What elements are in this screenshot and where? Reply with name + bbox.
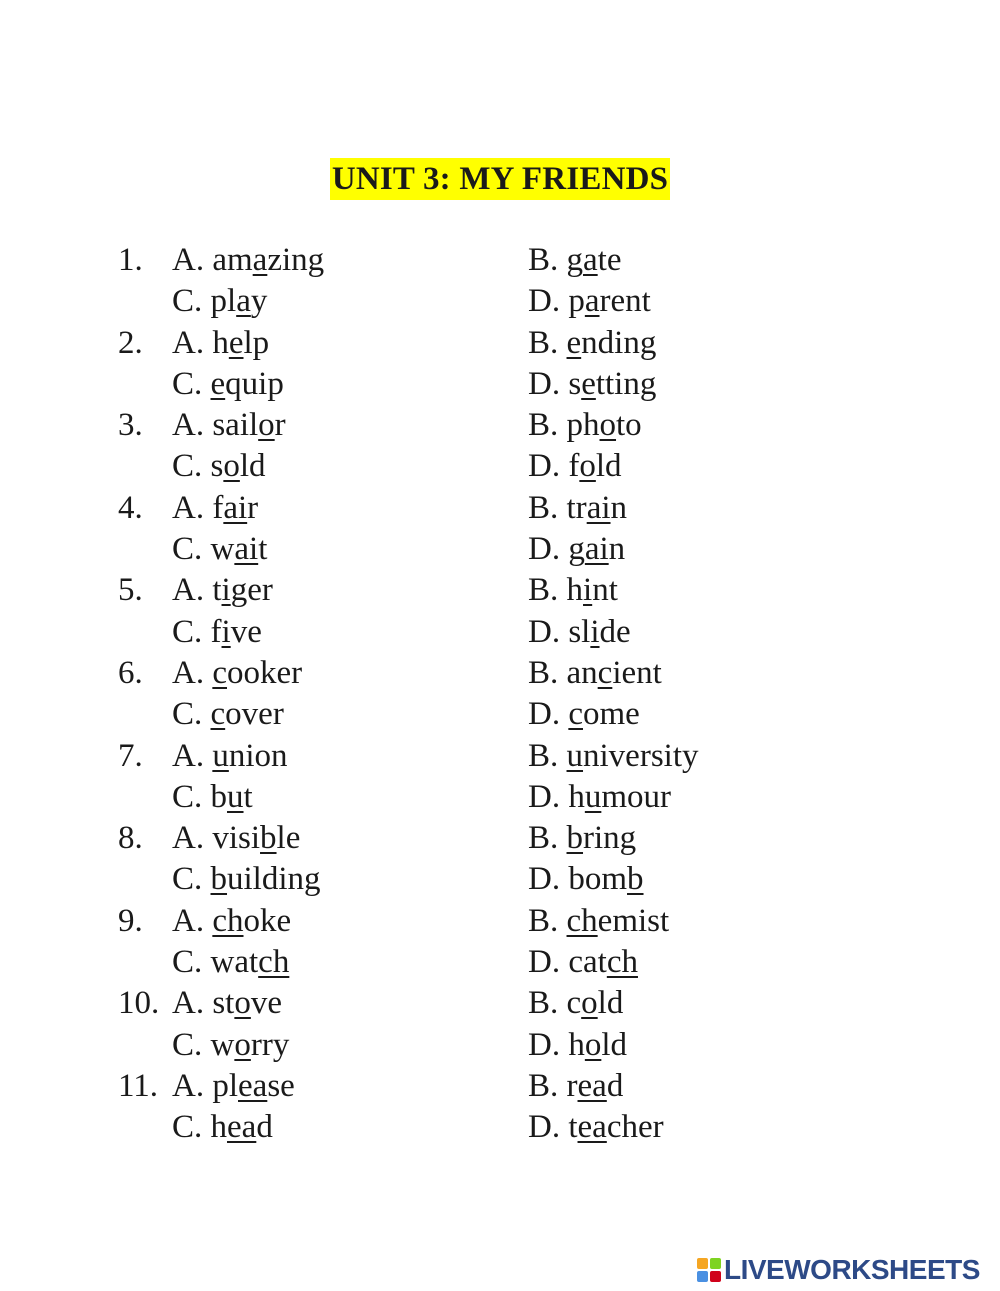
option-letter: C. [172, 448, 203, 485]
option-letter: D. [528, 613, 561, 650]
option-letter: A. [172, 820, 205, 857]
question-number: 4. [118, 489, 143, 526]
word-prefix: b [210, 778, 228, 815]
question-row [0, 1107, 1000, 1148]
option-letter: D. [528, 861, 561, 898]
word-suffix: mour [601, 778, 672, 815]
word-suffix: ld [595, 448, 622, 485]
answer-option [528, 859, 644, 900]
question-number: 6. [118, 654, 143, 691]
word-suffix: le [276, 820, 301, 857]
question-row [0, 529, 1000, 570]
underlined-letters: e [228, 324, 244, 361]
answer-option [528, 570, 618, 611]
answer-option [528, 653, 662, 694]
word-prefix: t [568, 1109, 578, 1146]
option-letter: C. [172, 283, 203, 320]
option-letter: A. [172, 572, 205, 609]
word-suffix: ld [239, 448, 266, 485]
logo-icon-tile [710, 1258, 721, 1269]
option-letter: B. [528, 654, 559, 691]
underlined-letters: b [627, 861, 644, 898]
liveworksheets-logo [697, 1253, 980, 1287]
word-prefix: ph [566, 407, 600, 444]
word-suffix: de [599, 613, 631, 650]
underlined-letters: i [583, 572, 593, 609]
word-suffix: emist [597, 902, 670, 939]
word-prefix: r [566, 1067, 578, 1104]
option-letter: D. [528, 696, 561, 733]
title-container [0, 158, 1000, 200]
underlined-letters: i [221, 572, 231, 609]
option-letter: B. [528, 407, 559, 444]
underlined-letters: i [590, 613, 600, 650]
answer-option [172, 281, 267, 322]
question-row [0, 777, 1000, 818]
option-letter: B. [528, 737, 559, 774]
answer-option [172, 901, 291, 942]
word-suffix: n [608, 531, 626, 568]
option-letter: D. [528, 283, 561, 320]
word-suffix: uilding [227, 861, 321, 898]
answer-option [528, 488, 627, 529]
answer-option [528, 612, 631, 653]
word-prefix: f [210, 613, 222, 650]
underlined-letters: c [568, 696, 583, 733]
answer-option [528, 1066, 623, 1107]
word-suffix: nion [228, 737, 288, 774]
question-row [0, 653, 1000, 694]
question-number: 8. [118, 820, 143, 857]
question-row [0, 323, 1000, 364]
word-suffix: niversity [583, 737, 699, 774]
word-suffix: r [247, 489, 259, 526]
underlined-letters: ai [586, 489, 611, 526]
answer-option [528, 818, 636, 859]
word-suffix: quip [225, 365, 284, 402]
option-letter: A. [172, 1067, 205, 1104]
option-letter: D. [528, 1109, 561, 1146]
option-letter: A. [172, 985, 205, 1022]
answer-option [528, 240, 622, 281]
option-letter: C. [172, 861, 203, 898]
word-prefix: p [568, 283, 585, 320]
word-suffix: d [256, 1109, 273, 1146]
option-letter: B. [528, 324, 559, 361]
question-row [0, 1066, 1000, 1107]
word-suffix: nt [592, 572, 618, 609]
option-letter: C. [172, 365, 203, 402]
option-letter: D. [528, 944, 561, 981]
word-prefix: h [210, 1109, 228, 1146]
word-prefix: sl [568, 613, 591, 650]
question-number: 3. [118, 407, 143, 444]
word-prefix: wat [210, 944, 259, 981]
underlined-letters: u [227, 778, 244, 815]
question-number: 1. [118, 242, 143, 278]
question-row [0, 818, 1000, 859]
answer-option [172, 405, 286, 446]
option-letter: B. [528, 242, 559, 278]
underlined-letters: a [583, 242, 598, 278]
answer-option [172, 694, 284, 735]
underlined-letters: a [236, 283, 251, 320]
answer-option [528, 1025, 627, 1066]
underlined-letters: ea [238, 1067, 268, 1104]
answer-option [528, 901, 669, 942]
option-letter: B. [528, 820, 559, 857]
answer-option [528, 323, 656, 364]
word-prefix: w [210, 531, 235, 568]
word-suffix: n [610, 489, 628, 526]
word-suffix: ld [597, 985, 624, 1022]
answer-option [172, 240, 324, 281]
option-letter: B. [528, 902, 559, 939]
word-suffix: y [250, 283, 268, 320]
answer-option [172, 1066, 295, 1107]
underlined-letters: ea [577, 1109, 607, 1146]
question-row [0, 859, 1000, 900]
underlined-letters: u [212, 737, 229, 774]
underlined-letters: o [599, 407, 617, 444]
underlined-letters: o [581, 985, 598, 1022]
underlined-letters: ch [258, 944, 290, 981]
question-number: 5. [118, 572, 143, 609]
word-suffix: ld [601, 1026, 628, 1063]
question-row [0, 446, 1000, 487]
question-row [0, 1025, 1000, 1066]
word-suffix: zing [267, 242, 325, 278]
underlined-letters: i [221, 613, 231, 650]
answer-option [528, 446, 622, 487]
question-row [0, 694, 1000, 735]
word-suffix: t [243, 778, 253, 815]
question-number: 11. [118, 1067, 159, 1104]
underlined-letters: b [210, 861, 228, 898]
answer-option [172, 612, 262, 653]
underlined-letters: ai [223, 489, 248, 526]
answer-option [528, 694, 640, 735]
answer-option [172, 323, 269, 364]
word-suffix: nding [581, 324, 657, 361]
underlined-letters: e [210, 365, 226, 402]
word-prefix: h [568, 1026, 585, 1063]
underlined-letters: e [581, 365, 596, 402]
underlined-letters: ea [577, 1067, 607, 1104]
option-letter: C. [172, 944, 203, 981]
option-letter: B. [528, 572, 559, 609]
word-suffix: ient [612, 654, 662, 691]
question-row [0, 405, 1000, 446]
word-suffix: d [606, 1067, 624, 1104]
word-suffix: t [258, 531, 268, 568]
word-suffix: ger [230, 572, 273, 609]
logo-icon-tile [697, 1258, 708, 1269]
word-prefix: am [212, 242, 253, 278]
underlined-letters: c [210, 696, 226, 733]
question-row [0, 901, 1000, 942]
question-row [0, 281, 1000, 322]
answer-option [528, 405, 642, 446]
answer-option [172, 942, 289, 983]
word-prefix: h [212, 324, 229, 361]
option-letter: D. [528, 778, 561, 815]
option-letter: B. [528, 985, 559, 1022]
underlined-letters: o [234, 985, 251, 1022]
answer-option [172, 488, 258, 529]
word-suffix: rry [250, 1026, 290, 1063]
liveworksheets-logo-text: LIVEWORKSHEETS [724, 1254, 980, 1285]
option-letter: C. [172, 613, 203, 650]
underlined-letters: a [252, 242, 268, 278]
underlined-letters: ch [606, 944, 638, 981]
word-prefix: st [212, 985, 235, 1022]
option-letter: A. [172, 407, 205, 444]
answer-option [172, 529, 267, 570]
word-prefix: pl [210, 283, 237, 320]
word-prefix: h [568, 778, 585, 815]
word-suffix: se [267, 1067, 295, 1104]
underlined-letters: o [579, 448, 596, 485]
underlined-letters: o [223, 448, 240, 485]
question-number: 7. [118, 737, 143, 774]
underlined-letters: ai [584, 531, 609, 568]
question-row [0, 570, 1000, 611]
question-row [0, 612, 1000, 653]
word-suffix: lp [243, 324, 270, 361]
option-letter: A. [172, 242, 205, 278]
word-suffix: te [597, 242, 622, 278]
underlined-letters: o [584, 1026, 602, 1063]
word-suffix: to [616, 407, 642, 444]
word-suffix: ring [583, 820, 637, 857]
word-suffix: ve [230, 613, 262, 650]
option-letter: A. [172, 737, 205, 774]
answer-option [528, 736, 699, 777]
word-prefix: g [568, 531, 585, 568]
answer-option [528, 529, 625, 570]
question-row [0, 240, 1000, 281]
question-row [0, 364, 1000, 405]
question-number: 10. [118, 985, 160, 1022]
word-suffix: r [274, 407, 286, 444]
underlined-letters: o [258, 407, 275, 444]
word-prefix: s [210, 448, 224, 485]
word-prefix: f [568, 448, 580, 485]
question-number: 9. [118, 902, 143, 939]
word-suffix: over [225, 696, 284, 733]
answer-option [528, 777, 671, 818]
answer-option [172, 364, 284, 405]
option-letter: B. [528, 489, 559, 526]
logo-icon-tile [697, 1271, 708, 1282]
underlined-letters: c [212, 654, 227, 691]
answer-option [172, 859, 321, 900]
question-number: 2. [118, 324, 143, 361]
answer-option [528, 1107, 664, 1148]
word-prefix: tr [566, 489, 587, 526]
question-row [0, 736, 1000, 777]
option-letter: C. [172, 696, 203, 733]
word-suffix: ome [583, 696, 640, 733]
question-row [0, 488, 1000, 529]
answer-option [528, 942, 638, 983]
option-letter: A. [172, 489, 205, 526]
underlined-letters: b [566, 820, 584, 857]
option-letter: D. [528, 1026, 561, 1063]
underlined-letters: ch [566, 902, 598, 939]
word-prefix: s [568, 365, 582, 402]
option-letter: C. [172, 1109, 203, 1146]
word-prefix: h [566, 572, 584, 609]
underlined-letters: ea [227, 1109, 257, 1146]
option-letter: A. [172, 902, 205, 939]
option-letter: A. [172, 654, 205, 691]
worksheet-title: UNIT 3: MY FRIENDS [330, 158, 670, 200]
word-prefix: sail [212, 407, 259, 444]
answer-option [172, 446, 266, 487]
word-suffix: ve [250, 985, 283, 1022]
question-row [0, 942, 1000, 983]
word-prefix: bom [568, 861, 628, 898]
underlined-letters: u [584, 778, 602, 815]
word-prefix: f [212, 489, 224, 526]
answer-option [528, 364, 656, 405]
option-letter: C. [172, 1026, 203, 1063]
word-suffix: tting [595, 365, 657, 402]
option-letter: B. [528, 1067, 559, 1104]
underlined-letters: ch [212, 902, 244, 939]
word-suffix: cher [606, 1109, 664, 1146]
word-prefix: w [210, 1026, 235, 1063]
underlined-letters: ai [234, 531, 259, 568]
answer-option [172, 1025, 289, 1066]
option-letter: D. [528, 365, 561, 402]
option-letter: D. [528, 448, 561, 485]
answer-option [528, 983, 623, 1024]
underlined-letters: u [566, 737, 584, 774]
answer-option [172, 777, 253, 818]
question-list [0, 240, 1000, 1149]
answer-option [172, 570, 273, 611]
word-prefix: an [566, 654, 598, 691]
option-letter: D. [528, 531, 561, 568]
word-prefix: c [566, 985, 582, 1022]
word-prefix: g [566, 242, 584, 278]
answer-option [172, 818, 300, 859]
underlined-letters: o [234, 1026, 251, 1063]
word-prefix: pl [212, 1067, 239, 1104]
underlined-letters: c [597, 654, 613, 691]
word-prefix: visi [212, 820, 261, 857]
word-suffix: oke [243, 902, 292, 939]
word-suffix: ooker [227, 654, 303, 691]
answer-option [172, 653, 302, 694]
underlined-letters: a [584, 283, 600, 320]
answer-option [172, 736, 288, 777]
answer-option [172, 983, 282, 1024]
option-letter: C. [172, 778, 203, 815]
logo-icon-tile [710, 1271, 721, 1282]
word-prefix: t [212, 572, 222, 609]
answer-option [528, 281, 651, 322]
answer-option [172, 1107, 273, 1148]
underlined-letters: e [566, 324, 582, 361]
word-prefix: cat [568, 944, 607, 981]
liveworksheets-logo-icon [697, 1258, 721, 1282]
question-row [0, 983, 1000, 1024]
option-letter: C. [172, 531, 203, 568]
option-letter: A. [172, 324, 205, 361]
word-suffix: rent [599, 283, 651, 320]
underlined-letters: b [260, 820, 277, 857]
